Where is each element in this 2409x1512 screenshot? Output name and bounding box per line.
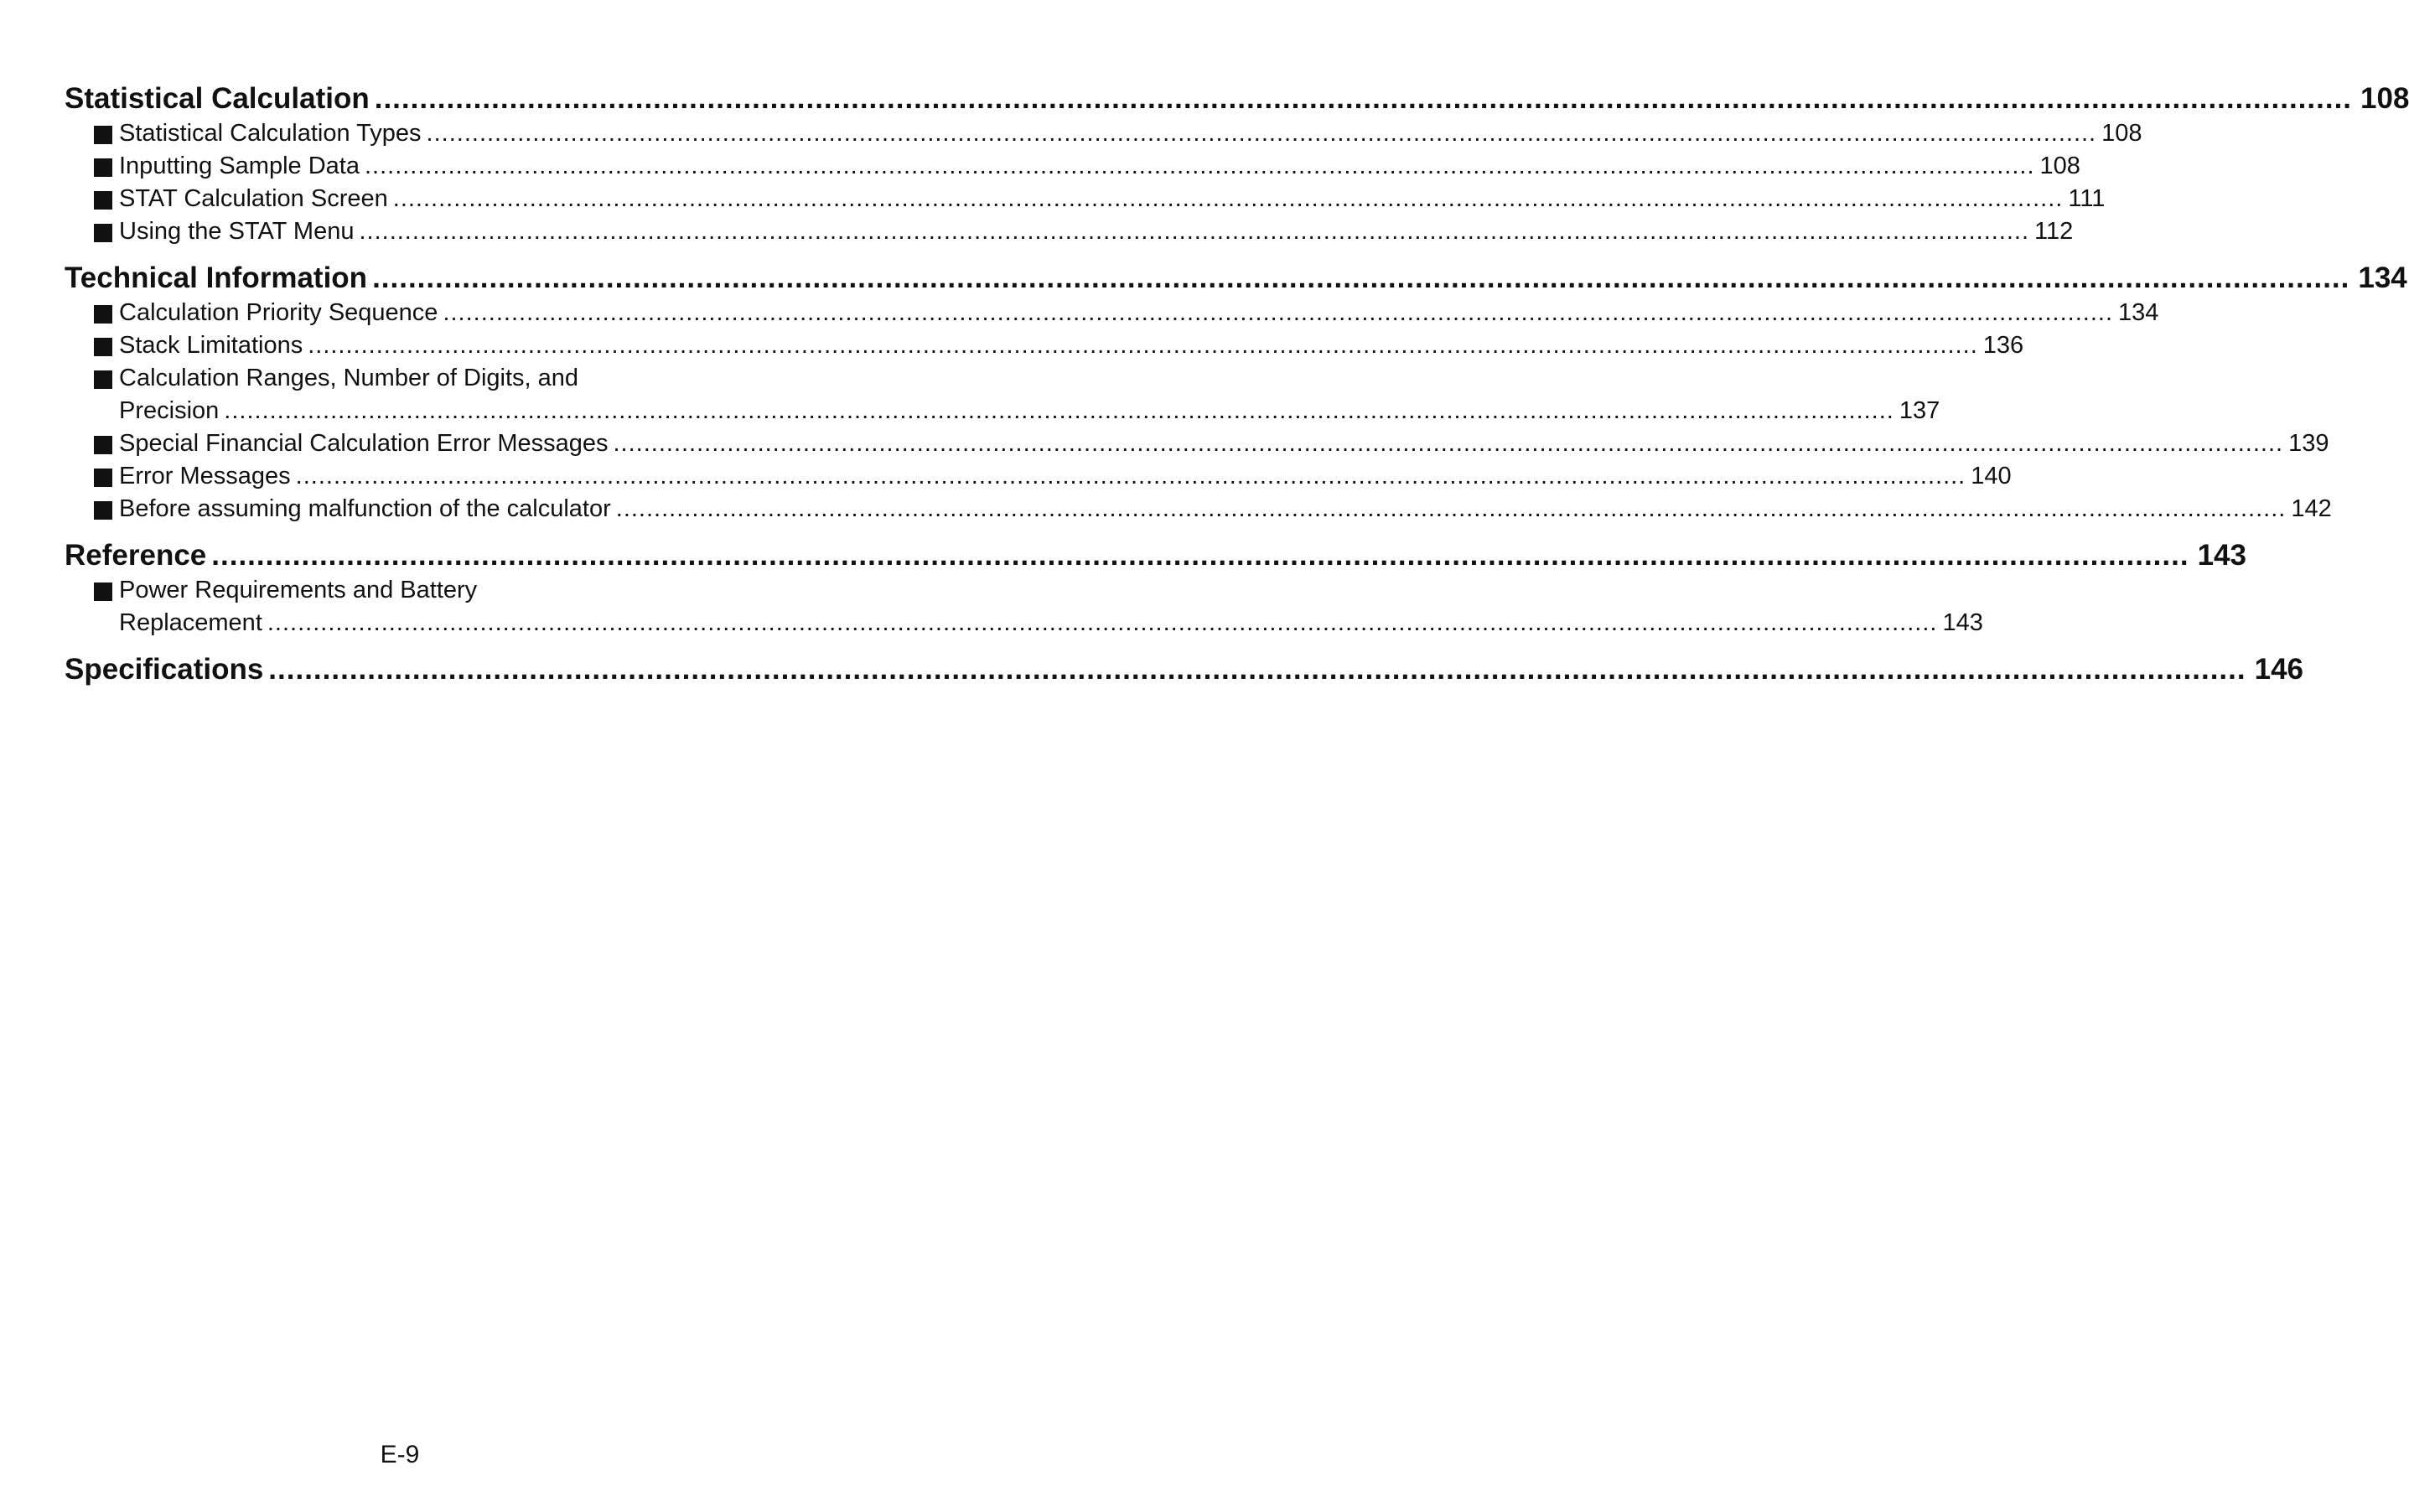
square-bullet-icon [94, 501, 112, 520]
square-bullet-icon [94, 126, 112, 144]
section-title: Statistical Calculation [65, 82, 370, 115]
entry-title: Calculation Priority Sequence [119, 299, 438, 326]
section-page-number: 134 [2358, 261, 2407, 294]
toc-entry [65, 427, 2329, 460]
dot-leader: ............................................................................................................................................................................................................................ [211, 539, 2189, 572]
dot-leader: ............................................................................................................................................................................................................................ [615, 495, 2287, 522]
entry-page-number: 136 [1982, 332, 2024, 359]
entry-page-number: 108 [2101, 120, 2142, 147]
entry-page-number: 112 [2034, 218, 2074, 245]
entry-page-number: 108 [2039, 153, 2080, 179]
entry-title-line-2: Precision [119, 397, 220, 424]
square-bullet-icon [94, 224, 112, 242]
entry-page-number: 134 [2118, 299, 2159, 326]
entry-title: Using the STAT Menu [119, 218, 355, 245]
dot-leader: ............................................................................................................................................................................................................................ [613, 430, 2284, 457]
page-footer-number: E-9 [380, 1441, 420, 1468]
entry-page-number: 111 [2068, 185, 2106, 212]
toc-section-specifications [65, 651, 2304, 688]
entry-page-number: 143 [1942, 609, 1983, 636]
square-bullet-icon [94, 370, 112, 389]
square-bullet-icon [94, 469, 112, 487]
toc-entry [65, 117, 2142, 150]
table-of-contents [65, 80, 2409, 688]
entry-title-line-2: Replacement [119, 609, 262, 636]
entry-title: Stack Limitations [119, 332, 303, 359]
section-title: Technical Information [65, 261, 368, 294]
dot-leader: ............................................................................................................................................................................................................................ [267, 609, 1938, 636]
toc-entry [65, 574, 1983, 639]
entry-page-number: 142 [2291, 495, 2332, 522]
section-title: Specifications [65, 653, 264, 686]
section-page-number: 108 [2360, 82, 2409, 115]
toc-entry [65, 460, 2012, 493]
square-bullet-icon [94, 436, 112, 454]
toc-section-technical-information [65, 260, 2407, 297]
square-bullet-icon [94, 191, 112, 210]
square-bullet-icon [94, 158, 112, 177]
dot-leader: ............................................................................................................................................................................................................................ [295, 463, 1966, 489]
toc-entry [65, 329, 2024, 362]
toc-entry [65, 362, 1940, 427]
entry-title: Special Financial Calculation Error Messages [119, 430, 609, 457]
square-bullet-icon [94, 583, 112, 601]
square-bullet-icon [94, 338, 112, 356]
dot-leader: ............................................................................................................................................................................................................................ [364, 153, 2035, 179]
dot-leader: ............................................................................................................................................................................................................................ [372, 261, 2350, 294]
toc-entry [65, 493, 2332, 526]
entry-page-number: 139 [2288, 430, 2329, 457]
toc-entry [65, 150, 2080, 183]
entry-title: Before assuming malfunction of the calculator [119, 495, 611, 522]
dot-leader: ............................................................................................................................................................................................................................ [268, 653, 2246, 686]
entry-title: Error Messages [119, 463, 291, 489]
entry-title: Statistical Calculation Types [119, 120, 422, 147]
section-title: Reference [65, 539, 207, 572]
entry-title: Inputting Sample Data [119, 153, 360, 179]
dot-leader: ............................................................................................................................................................................................................................ [308, 332, 1978, 359]
dot-leader: ............................................................................................................................................................................................................................ [374, 82, 2353, 115]
dot-leader: ............................................................................................................................................................................................................................ [392, 185, 2064, 212]
section-page-number: 143 [2197, 539, 2246, 572]
dot-leader: ............................................................................................................................................................................................................................ [443, 299, 2114, 326]
section-page-number: 146 [2254, 653, 2304, 686]
entry-title-line-1: Calculation Ranges, Number of Digits, and [119, 365, 579, 391]
dot-leader: ............................................................................................................................................................................................................................ [224, 397, 1894, 424]
toc-entry [65, 215, 2074, 248]
dot-leader: ............................................................................................................................................................................................................................ [359, 218, 2030, 245]
square-bullet-icon [94, 305, 112, 324]
dot-leader: ............................................................................................................................................................................................................................ [426, 120, 2097, 147]
entry-title: STAT Calculation Screen [119, 185, 388, 212]
entry-page-number: 140 [1971, 463, 2012, 489]
toc-section-statistical-calculation [65, 80, 2409, 117]
toc-section-reference [65, 537, 2246, 574]
toc-entry [65, 183, 2106, 215]
toc-entry [65, 297, 2159, 329]
entry-page-number: 137 [1899, 397, 1940, 424]
entry-title-line-1: Power Requirements and Battery [119, 577, 478, 603]
